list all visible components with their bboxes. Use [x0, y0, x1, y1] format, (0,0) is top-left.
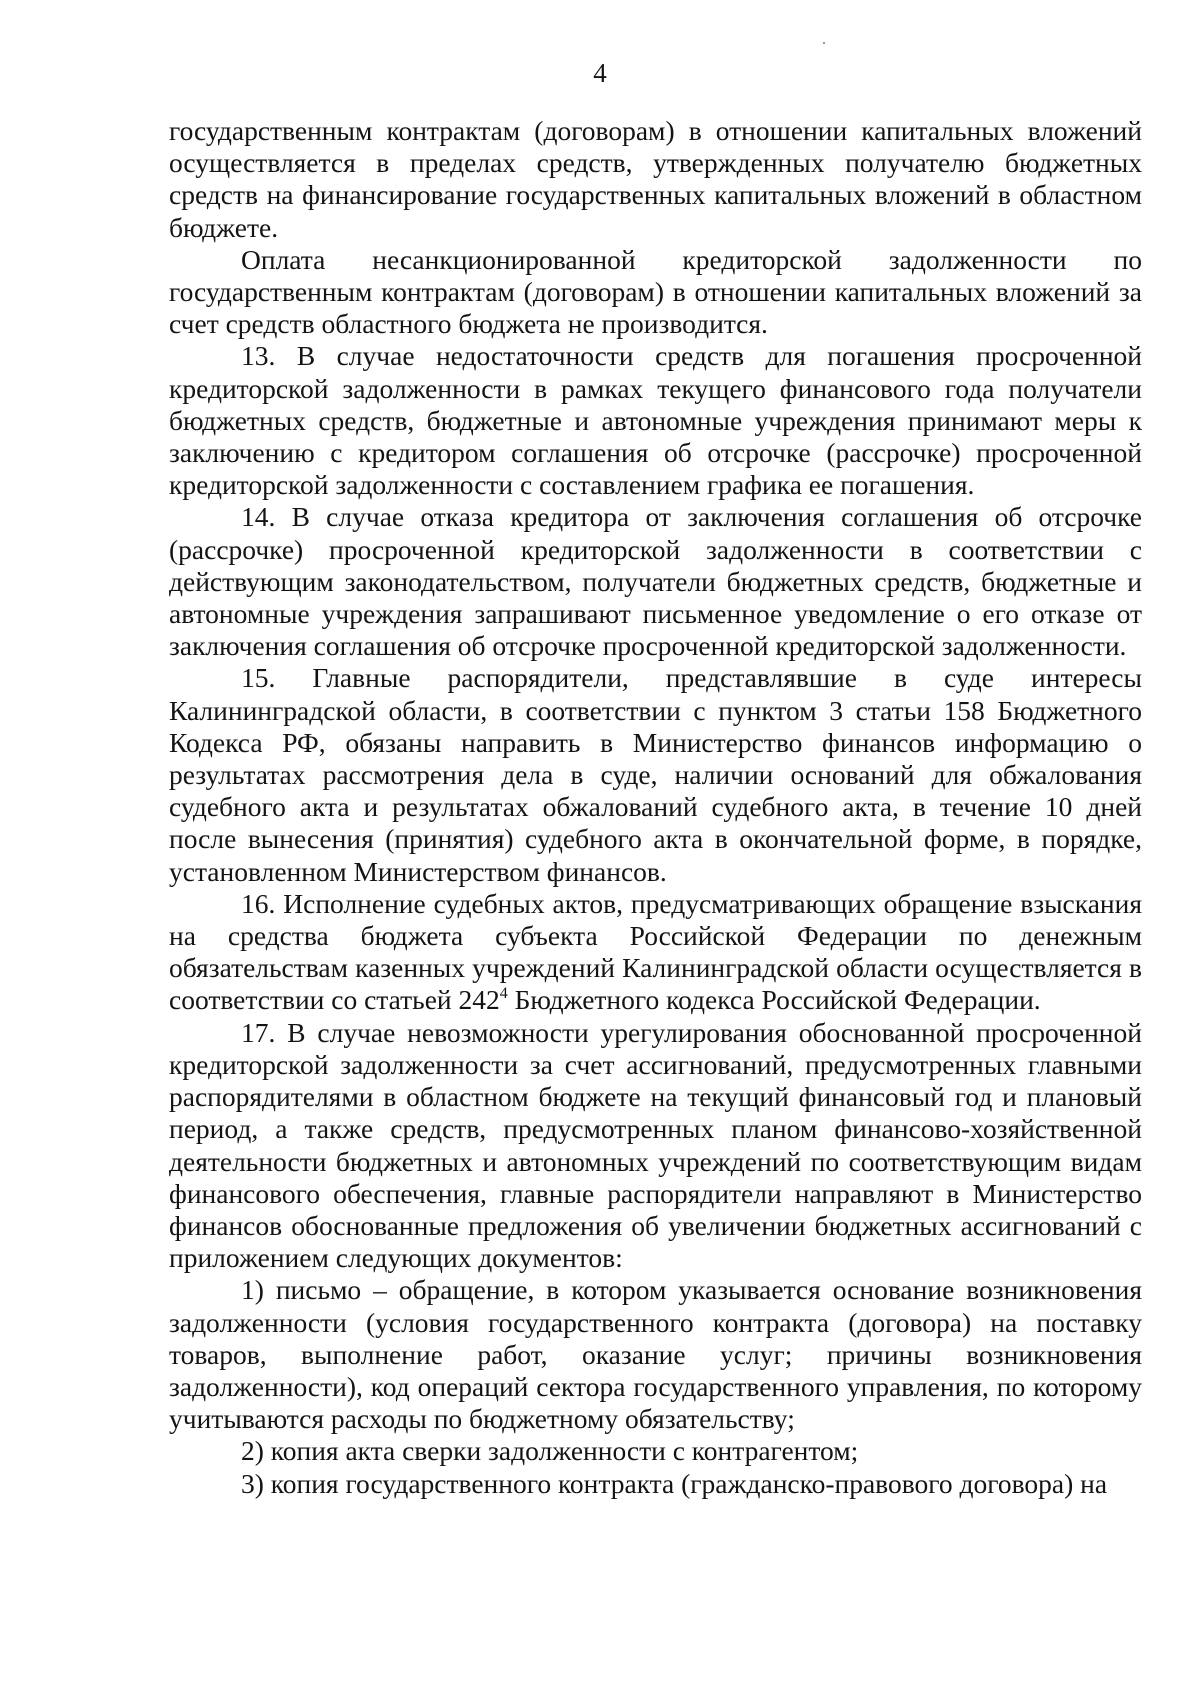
paragraph-16 [169, 888, 1142, 1017]
paragraph-continuation: государственным контрактам (договорам) в отношении капитальных вложений осуществляется в пределах средств, утвержденных получателю бюджетных средств на финансирование государственных капитальных вложений в областном бюджете. [169, 115, 1142, 243]
paragraph-13: 13. В случае недостаточности средств для погашения просроченной кредиторской задолженности в рамках текущего финансового года получатели бюджетных средств, бюджетные и автономные учреждения принимают меры к заключению с кредитором соглашения об отсрочке (рассрочке) просроченной кредиторской задолженности с составлением графика ее погашения. [169, 340, 1142, 501]
paragraph-14: 14. В случае отказа кредитора от заключения соглашения об отсрочке (рассрочке) просроченной кредиторской задолженности в соответствии с действующим законодательством, получатели бюджетных средств, бюджетные и автономные учреждения запрашивают письменное уведомление о его отказе от заключения соглашения об отсрочке просроченной кредиторской задолженности. [169, 501, 1142, 662]
scan-speck [823, 42, 825, 44]
document-body [169, 115, 1142, 1500]
article-superscript: 4 [499, 985, 508, 1003]
paragraph-15: 15. Главные распорядители, представлявшие в суде интересы Калининградской области, в соответствии с пунктом 3 статьи 158 Бюджетного Кодекса РФ, обязаны направить в Министерство финансов информацию о результатах рассмотрения дела в суде, наличии оснований для обжалования судебного акта и результатах обжалований судебного акта, в течение 10 дней после вынесения (принятия) судебного акта в окончательной форме, в порядке, установленном Министерством финансов. [169, 662, 1142, 887]
paragraph-16-text-end: Бюджетного кодекса Российской Федерации. [507, 984, 1041, 1016]
list-item-1: 1) письмо – обращение, в котором указывается основание возникновения задолженности (условия государственного контракта (договора) на поставку товаров, выполнение работ, оказание услуг; причины возникновения задолженности), код операций сектора государственного управления, по которому учитываются расходы по бюджетному обязательству; [169, 1274, 1142, 1435]
list-item-3: 3) копия государственного контракта (гражданско-правового договора) на [241, 1467, 1108, 1499]
list-item-2: 2) копия акта сверки задолженности с контрагентом; [241, 1435, 859, 1467]
page-number: 4 [593, 58, 607, 88]
paragraph-17: 17. В случае невозможности урегулирования обоснованной просроченной кредиторской задолженности за счет ассигнований, предусмотренных главными распорядителями в областном бюджете на текущий финансовый год и плановый период, а также средств, предусмотренных планом финансово-хозяйственной деятельности бюджетных и автономных учреждений по соответствующим видам финансового обеспечения, главные распорядители направляют в Министерство финансов обоснованные предложения об увеличении бюджетных ассигнований с приложением следующих документов: [169, 1016, 1142, 1274]
paragraph-payment-unauthorized-debt: Оплата несанкционированной кредиторской задолженности по государственным контрактам (договорам) в отношении капитальных вложений за счет средств областного бюджета не производится. [169, 243, 1142, 340]
paragraph-16-text: 16. Исполнение судебных актов, предусматривающих обращение взыскания на средства бюджета субъекта Российской Федерации по денежным обязательствам казенных учреждений Калининградской области осуществляется в соответствии со статьей 242 [169, 887, 1142, 1016]
